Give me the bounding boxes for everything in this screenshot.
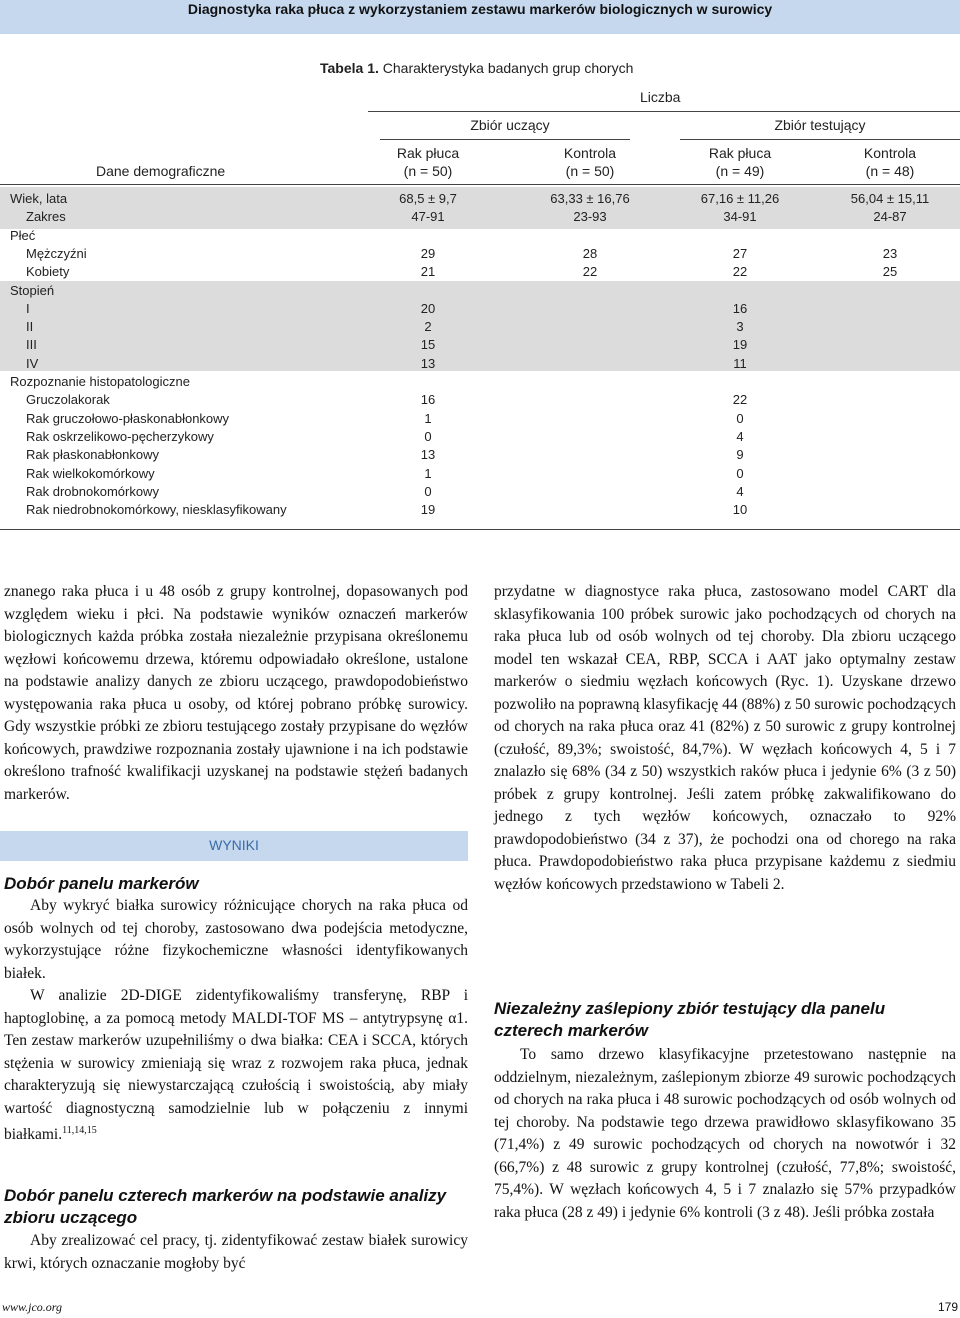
column-header-name: Rak płuca (396, 145, 460, 161)
table-row-label: Zakres (26, 209, 66, 225)
table-row-label: Wiek, lata (10, 191, 68, 206)
header-testing: Zbiór testujący (774, 117, 866, 133)
left-paragraph-3-text: W analizie 2D-DIGE zidentyfikowaliśmy transferynę, RBP i haptoglobinę, a za pomocą metody MALDI-TOF MS – antytrypsynę α1. Ten zestaw markerów uzupełniliśmy o dwa białka: CEA i SCCA, których stężenia w surowicy zmieniają się wraz z rozwojem raka płuca, jednak charakteryzują się niewystarczającą czułością i swoistością, aby miały wartość diagnostyczną samodzielnie lub w połączeniu z innymi białkami. (4, 987, 468, 1144)
table-cell: 16 (732, 300, 748, 316)
table-cell: 34-91 (723, 209, 757, 225)
heading-dobor-panelu: Dobór panelu markerów (4, 874, 199, 893)
table-row-label: II (26, 319, 34, 335)
table-cell: 24-87 (873, 209, 907, 225)
table-cell: 63,33 ± 16,76 (550, 191, 630, 206)
column-header-n: (n = 50) (403, 163, 453, 179)
table-cell: 25 (882, 264, 898, 280)
table-cell: 9 (736, 447, 744, 463)
section-title-wyniki: WYNIKI (209, 837, 259, 853)
header-demographics: Dane demograficzne (96, 163, 226, 179)
table-cell: 11 (733, 355, 747, 371)
page-number: 179 (937, 1300, 958, 1314)
table-cell: 29 (420, 245, 436, 261)
left-column-2 (4, 895, 468, 1147)
right-column (494, 581, 956, 896)
table-cell: 0 (424, 428, 432, 444)
heading-dobor-czterech: Dobór panelu czterech markerów na podstawie analizy zbioru uczącego (4, 1186, 447, 1227)
column-header-name: Rak płuca (708, 145, 772, 161)
table-cell: 4 (736, 428, 744, 444)
column-header-name: Kontrola (563, 145, 617, 161)
table-cell: 13 (420, 447, 436, 463)
header-training: Zbiór uczący (470, 117, 550, 133)
table-cell: 2 (424, 319, 432, 335)
table-row-label: Rozpoznanie histopatologiczne (10, 374, 190, 389)
section-bar-wyniki (0, 831, 468, 861)
left-column (4, 581, 468, 806)
table-row-label: Rak wielkokomórkowy (26, 465, 155, 481)
heading-niezalezny: Niezależny zaślepiony zbiór testujący dla panelu czterech markerów (494, 999, 886, 1040)
table-cell: 13 (420, 355, 436, 371)
table-row-label: Gruczolakorak (26, 392, 110, 408)
table-cell: 10 (732, 502, 748, 518)
rule-testing (680, 139, 960, 140)
table-cell: 28 (582, 245, 598, 261)
table-cell: 21 (420, 264, 436, 280)
table-cell: 19 (732, 337, 748, 353)
table-cell: 19 (420, 502, 436, 518)
running-head (0, 0, 960, 34)
table-row-label: Płeć (10, 227, 36, 243)
footer-url: www.jco.org (2, 1300, 63, 1314)
table-cell: 27 (732, 245, 748, 261)
table-cell: 22 (582, 264, 598, 280)
table-cell: 56,04 ± 15,11 (850, 191, 930, 206)
table-cell: 16 (420, 392, 436, 408)
table-cell: 15 (420, 337, 436, 353)
table-cell: 1 (424, 410, 432, 426)
table-cell: 22 (732, 264, 748, 280)
table-caption (320, 60, 633, 76)
rule-table-bottom (0, 529, 960, 530)
table-row-label: Rak płaskonabłonkowy (26, 447, 159, 463)
table-row-label: III (26, 337, 37, 353)
right-paragraph-2: To samo drzewo klasyfikacyjne przetestowano następnie na oddzielnym, niezależnym, zaślepionym zbiorze 49 surowic pochodzących od chorych na raka płuca i 48 surowic pochodzących od osób wolnych od tej choroby. Na podstawie tego drzewa prawidłowo sklasyfikowano 35 (71,4%) z 49 surowic pochodzących od chorych na nowotwór i 32 (66,7%) z 48 surowic z grupy kontrolnej (czułość, 77,8%; swoistość, 75,4%). W węzłach końcowych 4, 5 i 7 znalazło się 57% przypadków raka płuca (28 z 49) i jedynie 6% kontroli (3 z 48). Jeśli próbka została (494, 1046, 956, 1221)
table-cell: 23 (882, 245, 898, 261)
table-row-label: Rak oskrzelikowo-pęcherzykowy (26, 428, 214, 444)
table-cell: 23-93 (573, 209, 607, 225)
table-cell: 1 (424, 465, 432, 481)
table-cell: 20 (420, 300, 436, 316)
running-head-title: Diagnostyka raka płuca z wykorzystaniem zestawu markerów biologicznych w surowicy (187, 1, 773, 17)
table-row-label: Kobiety (26, 264, 70, 280)
table-cell: 68,5 ± 9,7 (399, 191, 457, 206)
left-paragraph-4: Aby zrealizować cel pracy, tj. zidentyfikować zestaw białek surowicy krwi, których oznaczanie mogłoby być (4, 1232, 468, 1272)
table-cell: 0 (736, 465, 744, 481)
table-row-label: I (26, 300, 30, 316)
reference-superscript: 11,14,15 (62, 1125, 97, 1136)
right-paragraph-1: przydatne w diagnostyce raka płuca, zastosowano model CART dla sklasyfikowania 100 próbek surowic jako pochodzących od chorych na raka płuca lub od osób wolnych od tej choroby. Dla zbioru uczącego model ten wskazał CEA, RBP, SCCA i AAT jako optymalny zestaw markerów o siedmiu węzłach końcowych (Ryc. 1). Uzyskane drzewo pozwoliło na poprawną klasyfikację 44 (88%) z 50 surowic pochodzących od chorych na raka płuca oraz 41 (82%) z 50 surowic z grupy kontrolnej (czułość, 89,3%; swoistość, 84,7%). W węzłach końcowych 4, 5 i 7 znalazło się 68% (34 z 50) wszystkich raków płuca i jedynie 6% (3 z 50) próbek z grupy kontrolnej. Jeśli zatem próbkę zakwalifikowano do jednego z tych węzłów końcowych, oznaczało to 92% prawdopodobieństwo (34 z 37), że pochodzi ona od chorego na raka płuca. Prawdopodobieństwo raka płuca przypisane każdemu z siedmiu węzłów końcowych przedstawiono w Tabeli 2. (494, 583, 956, 893)
table-cell: 0 (424, 483, 432, 499)
left-paragraph-3 (4, 985, 468, 1147)
table-row-label: IV (26, 355, 39, 371)
table-row-label: Rak niedrobnokomórkowy, niesklasyfikowany (26, 502, 287, 518)
table-row-label: Rak drobnokomórkowy (26, 483, 159, 499)
table-row-label: Rak gruczołowo-płaskonabłonkowy (26, 410, 230, 426)
right-column-2 (494, 1044, 956, 1224)
rule-training (380, 139, 630, 140)
left-paragraph-2: Aby wykryć białka surowicy różnicujące chorych na raka płuca od osób wolnych od tej choroby, zastosowano dwa podejścia metodyczne, wykorzystujące różne fizykochemiczne własności identyfikowanych białek. (4, 897, 468, 982)
table-caption-text: Charakterystyka badanych grup chorych (382, 60, 634, 76)
table-caption-label: Tabela 1. (320, 60, 379, 76)
header-liczba: Liczba (640, 89, 681, 105)
column-header-n: (n = 50) (565, 163, 615, 179)
table-row-label: Mężczyźni (26, 245, 87, 261)
table-cell: 0 (736, 410, 744, 426)
table-row-label: Stopień (10, 282, 55, 298)
table-cell: 22 (732, 392, 748, 408)
column-header-name: Kontrola (863, 145, 917, 161)
left-paragraph-1: znanego raka płuca i u 48 osób z grupy kontrolnej, dopasowanych pod względem wieku i płci. Na podstawie wyników oznaczeń markerów biologicznych każda próbka została niezależnie przypisana określonemu węzłowi końcowemu drzewa, któremu odpowiadało określone, ustalone na podstawie analizy danych ze zbioru uczącego, prawdopodobieństwo występowania raka płuca u osoby, od której pobrano próbkę surowicy. Gdy wszystkie próbki ze zbioru testującego zostały przypisane do węzłów końcowych, prawdziwe rozpoznania zostały ujawnione i na ich podstawie określono trafność kwalifikacji uzyskanej na podstawie stężeń badanych markerów. (4, 583, 468, 803)
table-cell: 4 (736, 483, 744, 499)
rule-liczba (368, 111, 960, 112)
table-cell: 47-91 (411, 209, 445, 225)
rule-header-bottom (0, 184, 960, 185)
column-header-n: (n = 49) (715, 163, 765, 179)
column-header-n: (n = 48) (865, 163, 915, 179)
table-cell: 3 (736, 319, 744, 335)
table-cell: 67,16 ± 11,26 (700, 191, 780, 206)
left-column-3 (4, 1230, 468, 1275)
